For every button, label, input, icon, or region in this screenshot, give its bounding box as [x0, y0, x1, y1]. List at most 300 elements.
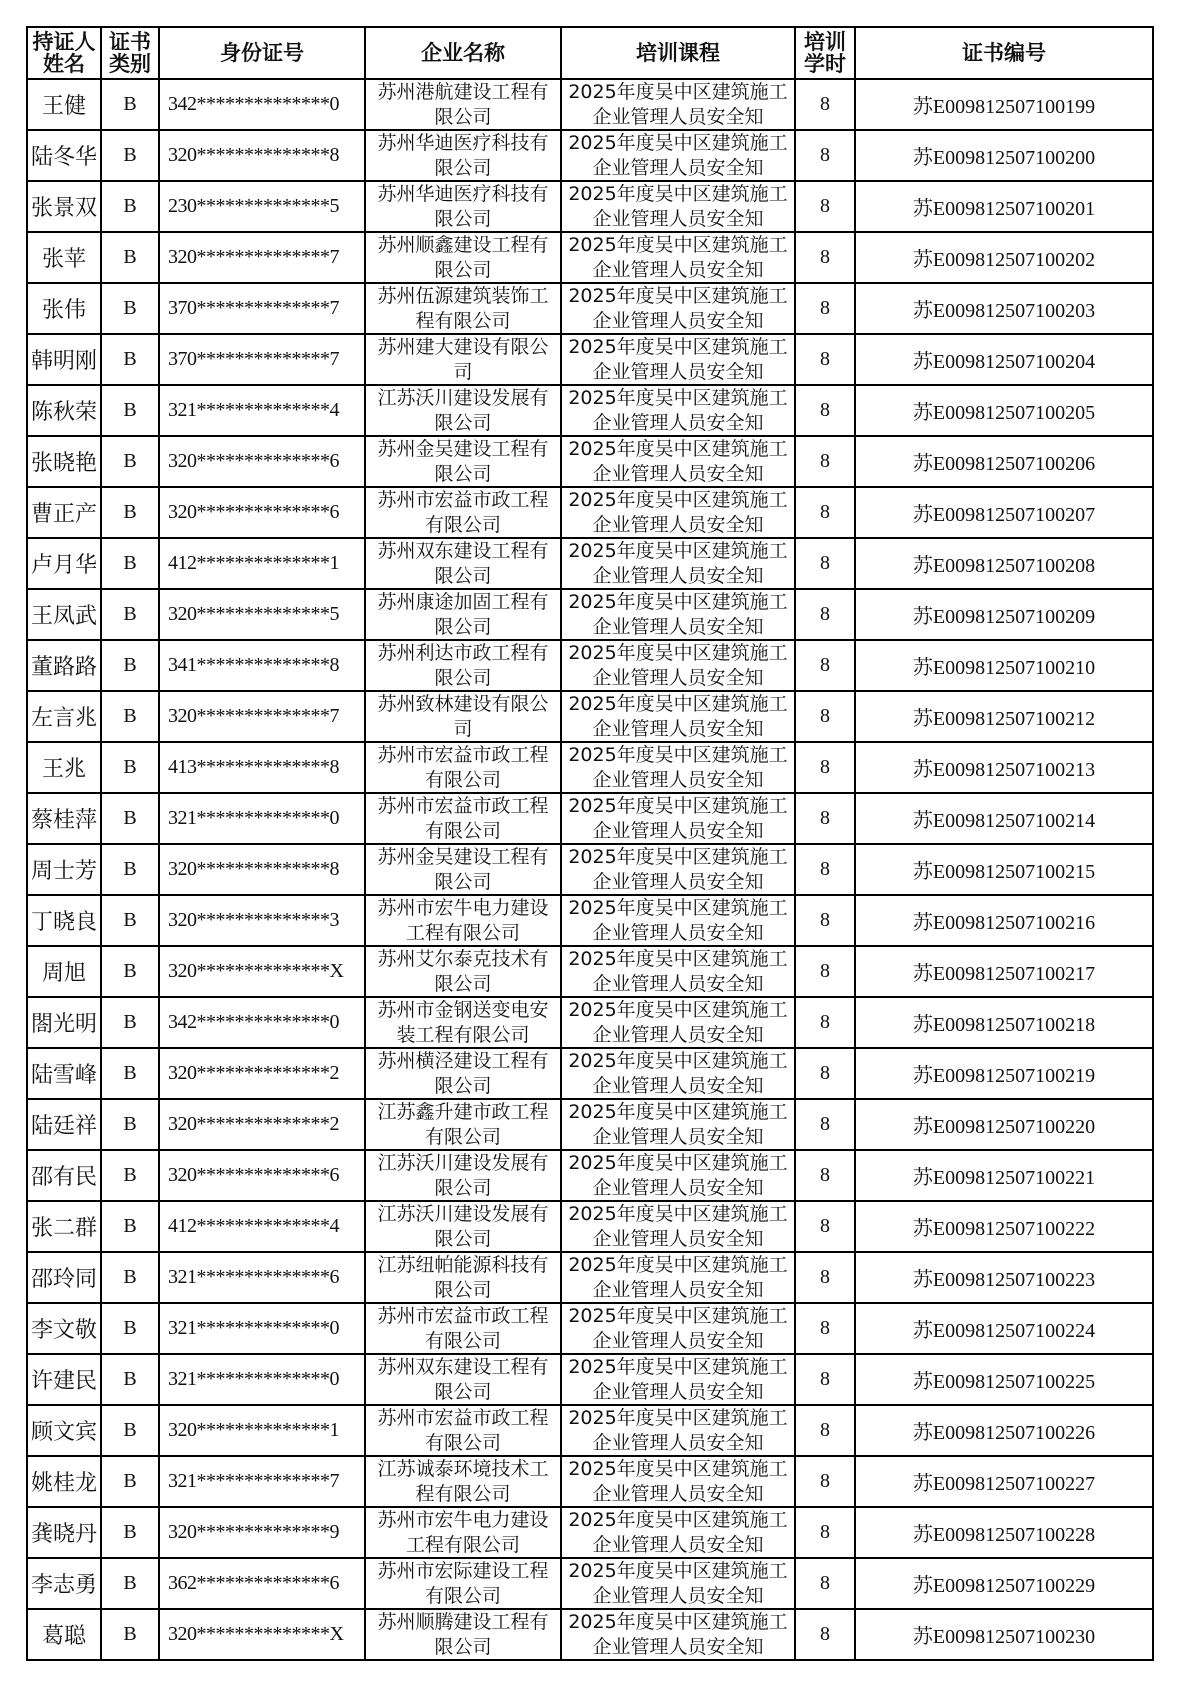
header-row — [27, 27, 1153, 79]
cell-course — [561, 334, 795, 385]
cell-hours: 8 — [795, 334, 855, 385]
cell-course-text: 2025年度吴中区建筑施工企业管理人员安全知 — [568, 642, 788, 689]
cell-cert-number: 苏E009812507100215 — [855, 844, 1153, 895]
cell-id-number: 320**************6 — [159, 436, 365, 487]
cell-hours: 8 — [795, 1558, 855, 1609]
cell-company — [365, 1456, 561, 1507]
cell-course-text: 2025年度吴中区建筑施工企业管理人员安全知 — [568, 744, 788, 791]
cell-holder-name: 丁晓良 — [27, 895, 101, 946]
cell-hours: 8 — [795, 436, 855, 487]
cell-company — [365, 589, 561, 640]
cell-cert-number: 苏E009812507100226 — [855, 1405, 1153, 1456]
cell-holder-name: 王兆 — [27, 742, 101, 793]
cell-course — [561, 1354, 795, 1405]
table-row — [27, 130, 1153, 181]
cell-cert-number: 苏E009812507100208 — [855, 538, 1153, 589]
cell-cert-number: 苏E009812507100214 — [855, 793, 1153, 844]
cell-course — [561, 385, 795, 436]
cell-hours: 8 — [795, 997, 855, 1048]
cell-company-text: 苏州伍源建筑装饰工程有限公司 — [377, 285, 549, 332]
cell-company-text: 苏州致林建设有限公司 — [377, 693, 549, 740]
cell-company-text: 苏州市宏益市政工程有限公司 — [377, 1407, 549, 1454]
cell-course-text: 2025年度吴中区建筑施工企业管理人员安全知 — [568, 1356, 788, 1403]
cell-id-number: 321**************7 — [159, 1456, 365, 1507]
cell-course — [561, 130, 795, 181]
cell-course-text: 2025年度吴中区建筑施工企业管理人员安全知 — [568, 132, 788, 179]
cell-cert-number: 苏E009812507100225 — [855, 1354, 1153, 1405]
cell-course — [561, 742, 795, 793]
cell-holder-name: 閤光明 — [27, 997, 101, 1048]
cell-cert-number: 苏E009812507100230 — [855, 1609, 1153, 1660]
cell-hours: 8 — [795, 1507, 855, 1558]
cell-company — [365, 844, 561, 895]
cell-cert-type: B — [101, 1150, 159, 1201]
cell-cert-number: 苏E009812507100200 — [855, 130, 1153, 181]
table-row — [27, 232, 1153, 283]
cell-cert-number: 苏E009812507100206 — [855, 436, 1153, 487]
cell-course-text: 2025年度吴中区建筑施工企业管理人员安全知 — [568, 438, 788, 485]
cell-company — [365, 385, 561, 436]
cell-id-number: 341**************8 — [159, 640, 365, 691]
cell-cert-type: B — [101, 1048, 159, 1099]
table-row — [27, 283, 1153, 334]
cell-course-text: 2025年度吴中区建筑施工企业管理人员安全知 — [568, 1305, 788, 1352]
cell-hours: 8 — [795, 946, 855, 997]
cell-course — [561, 538, 795, 589]
cell-cert-type: B — [101, 538, 159, 589]
cell-cert-type: B — [101, 844, 159, 895]
cell-holder-name: 张伟 — [27, 283, 101, 334]
cell-holder-name: 张景双 — [27, 181, 101, 232]
cell-id-number: 320**************6 — [159, 487, 365, 538]
cell-holder-name: 葛聪 — [27, 1609, 101, 1660]
cell-holder-name: 龚晓丹 — [27, 1507, 101, 1558]
cell-hours: 8 — [795, 1456, 855, 1507]
cell-course — [561, 232, 795, 283]
cell-holder-name: 韩明刚 — [27, 334, 101, 385]
cell-course-text: 2025年度吴中区建筑施工企业管理人员安全知 — [568, 234, 788, 281]
cell-company-text: 江苏纽帕能源科技有限公司 — [377, 1254, 549, 1301]
cell-holder-name: 董路路 — [27, 640, 101, 691]
cell-hours: 8 — [795, 1303, 855, 1354]
cell-course-text: 2025年度吴中区建筑施工企业管理人员安全知 — [568, 183, 788, 230]
cell-company — [365, 895, 561, 946]
cell-holder-name: 邵有民 — [27, 1150, 101, 1201]
cell-course — [561, 79, 795, 130]
cell-hours: 8 — [795, 742, 855, 793]
cell-company — [365, 1405, 561, 1456]
cell-id-number: 413**************8 — [159, 742, 365, 793]
cell-holder-name: 张二群 — [27, 1201, 101, 1252]
table-row — [27, 334, 1153, 385]
cell-hours: 8 — [795, 844, 855, 895]
cell-holder-name: 陆廷祥 — [27, 1099, 101, 1150]
cell-hours: 8 — [795, 1099, 855, 1150]
cell-course-text: 2025年度吴中区建筑施工企业管理人员安全知 — [568, 285, 788, 332]
cell-hours: 8 — [795, 1252, 855, 1303]
cell-company-text: 苏州市宏益市政工程有限公司 — [377, 1305, 549, 1352]
cell-course-text: 2025年度吴中区建筑施工企业管理人员安全知 — [568, 1254, 788, 1301]
cell-hours: 8 — [795, 1150, 855, 1201]
cell-company — [365, 793, 561, 844]
cell-course-text: 2025年度吴中区建筑施工企业管理人员安全知 — [568, 1152, 788, 1199]
cell-course — [561, 1405, 795, 1456]
cell-cert-number: 苏E009812507100221 — [855, 1150, 1153, 1201]
cell-cert-type: B — [101, 79, 159, 130]
cell-id-number: 370**************7 — [159, 334, 365, 385]
cell-course-text: 2025年度吴中区建筑施工企业管理人员安全知 — [568, 1509, 788, 1556]
cell-hours: 8 — [795, 487, 855, 538]
cell-holder-name: 王凤武 — [27, 589, 101, 640]
cell-company-text: 江苏沃川建设发展有限公司 — [377, 387, 549, 434]
cell-course — [561, 793, 795, 844]
cell-cert-type: B — [101, 232, 159, 283]
cell-cert-type: B — [101, 436, 159, 487]
cell-cert-number: 苏E009812507100210 — [855, 640, 1153, 691]
cell-cert-type: B — [101, 1558, 159, 1609]
table-row — [27, 1558, 1153, 1609]
cell-cert-number: 苏E009812507100204 — [855, 334, 1153, 385]
cell-id-number: 342**************0 — [159, 997, 365, 1048]
cell-course — [561, 1456, 795, 1507]
cell-course-text: 2025年度吴中区建筑施工企业管理人员安全知 — [568, 999, 788, 1046]
cell-course — [561, 1507, 795, 1558]
cell-cert-type: B — [101, 997, 159, 1048]
cell-cert-type: B — [101, 1507, 159, 1558]
cell-course-text: 2025年度吴中区建筑施工企业管理人员安全知 — [568, 1101, 788, 1148]
table-row — [27, 793, 1153, 844]
cell-holder-name: 周士芳 — [27, 844, 101, 895]
cell-course — [561, 1252, 795, 1303]
cell-cert-number: 苏E009812507100223 — [855, 1252, 1153, 1303]
cell-holder-name: 陆冬华 — [27, 130, 101, 181]
cell-company — [365, 283, 561, 334]
cell-course-text: 2025年度吴中区建筑施工企业管理人员安全知 — [568, 1407, 788, 1454]
cell-cert-type: B — [101, 640, 159, 691]
cell-cert-type: B — [101, 1303, 159, 1354]
table-row — [27, 844, 1153, 895]
table-row — [27, 1201, 1153, 1252]
cell-course-text: 2025年度吴中区建筑施工企业管理人员安全知 — [568, 1203, 788, 1250]
cell-company-text: 江苏沃川建设发展有限公司 — [377, 1152, 549, 1199]
cell-id-number: 412**************4 — [159, 1201, 365, 1252]
cell-cert-type: B — [101, 1201, 159, 1252]
cell-cert-number: 苏E009812507100213 — [855, 742, 1153, 793]
cell-company — [365, 538, 561, 589]
cell-id-number: 230**************5 — [159, 181, 365, 232]
cell-company — [365, 181, 561, 232]
cell-cert-type: B — [101, 793, 159, 844]
cell-hours: 8 — [795, 895, 855, 946]
cell-holder-name: 周旭 — [27, 946, 101, 997]
cell-cert-number: 苏E009812507100227 — [855, 1456, 1153, 1507]
cell-course — [561, 895, 795, 946]
cell-course — [561, 1201, 795, 1252]
cell-cert-number: 苏E009812507100201 — [855, 181, 1153, 232]
cell-cert-type: B — [101, 487, 159, 538]
cell-id-number: 320**************2 — [159, 1048, 365, 1099]
cell-course-text: 2025年度吴中区建筑施工企业管理人员安全知 — [568, 1458, 788, 1505]
cell-company — [365, 79, 561, 130]
cell-course — [561, 1558, 795, 1609]
cell-course — [561, 997, 795, 1048]
cell-id-number: 321**************0 — [159, 1354, 365, 1405]
cell-course-text: 2025年度吴中区建筑施工企业管理人员安全知 — [568, 1611, 788, 1658]
cell-course — [561, 1048, 795, 1099]
cell-hours: 8 — [795, 1354, 855, 1405]
cell-holder-name: 张晓艳 — [27, 436, 101, 487]
cell-course-text: 2025年度吴中区建筑施工企业管理人员安全知 — [568, 81, 788, 128]
cell-holder-name: 李文敬 — [27, 1303, 101, 1354]
cell-company — [365, 1507, 561, 1558]
cell-course-text: 2025年度吴中区建筑施工企业管理人员安全知 — [568, 336, 788, 383]
cell-company-text: 苏州市宏益市政工程有限公司 — [377, 489, 549, 536]
cell-cert-type: B — [101, 946, 159, 997]
table-row — [27, 742, 1153, 793]
table-row — [27, 1048, 1153, 1099]
cell-company-text: 江苏沃川建设发展有限公司 — [377, 1203, 549, 1250]
cell-course — [561, 283, 795, 334]
cell-holder-name: 陆雪峰 — [27, 1048, 101, 1099]
cell-cert-type: B — [101, 1609, 159, 1660]
header-hours: 培训学时 — [795, 27, 855, 79]
cell-cert-number: 苏E009812507100217 — [855, 946, 1153, 997]
cell-company-text: 苏州建大建设有限公司 — [377, 336, 549, 383]
cell-hours: 8 — [795, 589, 855, 640]
cell-cert-number: 苏E009812507100218 — [855, 997, 1153, 1048]
cell-company — [365, 742, 561, 793]
cell-holder-name: 王健 — [27, 79, 101, 130]
cell-course-text: 2025年度吴中区建筑施工企业管理人员安全知 — [568, 489, 788, 536]
table-row — [27, 181, 1153, 232]
cell-holder-name: 顾文宾 — [27, 1405, 101, 1456]
cell-course — [561, 691, 795, 742]
table-row — [27, 895, 1153, 946]
cell-cert-number: 苏E009812507100207 — [855, 487, 1153, 538]
cell-course-text: 2025年度吴中区建筑施工企业管理人员安全知 — [568, 1560, 788, 1607]
table-row — [27, 997, 1153, 1048]
table-row — [27, 487, 1153, 538]
cell-id-number: 320**************X — [159, 946, 365, 997]
cell-course — [561, 946, 795, 997]
cell-company — [365, 487, 561, 538]
cell-company-text: 苏州市宏益市政工程有限公司 — [377, 744, 549, 791]
cell-company-text: 苏州金吴建设工程有限公司 — [377, 846, 549, 893]
cell-id-number: 320**************8 — [159, 844, 365, 895]
cell-company — [365, 130, 561, 181]
cell-course-text: 2025年度吴中区建筑施工企业管理人员安全知 — [568, 1050, 788, 1097]
cell-holder-name: 姚桂龙 — [27, 1456, 101, 1507]
cell-id-number: 320**************6 — [159, 1150, 365, 1201]
cell-course — [561, 181, 795, 232]
cell-id-number: 320**************7 — [159, 691, 365, 742]
cell-company-text: 苏州港航建设工程有限公司 — [377, 81, 549, 128]
table-body — [27, 79, 1153, 1660]
cell-holder-name: 左言兆 — [27, 691, 101, 742]
cell-hours: 8 — [795, 1201, 855, 1252]
cell-company-text: 苏州横泾建设工程有限公司 — [377, 1050, 549, 1097]
cell-cert-type: B — [101, 385, 159, 436]
table-row — [27, 1150, 1153, 1201]
cell-cert-number: 苏E009812507100228 — [855, 1507, 1153, 1558]
cell-course-text: 2025年度吴中区建筑施工企业管理人员安全知 — [568, 540, 788, 587]
cell-cert-number: 苏E009812507100209 — [855, 589, 1153, 640]
cell-id-number: 321**************4 — [159, 385, 365, 436]
cell-hours: 8 — [795, 232, 855, 283]
table-row — [27, 1354, 1153, 1405]
cell-company-text: 苏州顺腾建设工程有限公司 — [377, 1611, 549, 1658]
cell-company-text: 苏州市金钢送变电安装工程有限公司 — [377, 999, 549, 1046]
cell-cert-number: 苏E009812507100212 — [855, 691, 1153, 742]
table-row — [27, 691, 1153, 742]
cell-cert-type: B — [101, 742, 159, 793]
cell-company — [365, 436, 561, 487]
cell-company-text: 苏州金吴建设工程有限公司 — [377, 438, 549, 485]
cell-company-text: 苏州华迪医疗科技有限公司 — [377, 183, 549, 230]
header-holder-name: 持证人姓名 — [27, 27, 101, 79]
cell-course-text: 2025年度吴中区建筑施工企业管理人员安全知 — [568, 948, 788, 995]
cell-company-text: 苏州双东建设工程有限公司 — [377, 540, 549, 587]
table-row — [27, 1303, 1153, 1354]
table-row — [27, 1609, 1153, 1660]
cell-company-text: 苏州市宏牛电力建设工程有限公司 — [377, 1509, 549, 1556]
cell-hours: 8 — [795, 1609, 855, 1660]
cell-hours: 8 — [795, 640, 855, 691]
table-row — [27, 589, 1153, 640]
cell-company-text: 苏州市宏益市政工程有限公司 — [377, 795, 549, 842]
cell-id-number: 320**************5 — [159, 589, 365, 640]
cell-cert-type: B — [101, 334, 159, 385]
header-cert-type: 证书类别 — [101, 27, 159, 79]
cell-cert-number: 苏E009812507100205 — [855, 385, 1153, 436]
cell-holder-name: 许建民 — [27, 1354, 101, 1405]
header-company: 企业名称 — [365, 27, 561, 79]
cell-hours: 8 — [795, 793, 855, 844]
cell-course-text: 2025年度吴中区建筑施工企业管理人员安全知 — [568, 591, 788, 638]
cell-company — [365, 232, 561, 283]
cell-id-number: 370**************7 — [159, 283, 365, 334]
cell-id-number: 321**************0 — [159, 793, 365, 844]
cell-id-number: 320**************2 — [159, 1099, 365, 1150]
cell-cert-number: 苏E009812507100199 — [855, 79, 1153, 130]
cell-id-number: 362**************6 — [159, 1558, 365, 1609]
cell-course — [561, 487, 795, 538]
cell-course — [561, 1609, 795, 1660]
cell-cert-number: 苏E009812507100222 — [855, 1201, 1153, 1252]
cell-company-text: 江苏诚泰环境技术工程有限公司 — [377, 1458, 549, 1505]
cell-hours: 8 — [795, 283, 855, 334]
cell-company — [365, 1252, 561, 1303]
cell-cert-type: B — [101, 1354, 159, 1405]
table-row — [27, 1456, 1153, 1507]
cell-course-text: 2025年度吴中区建筑施工企业管理人员安全知 — [568, 897, 788, 944]
cell-hours: 8 — [795, 691, 855, 742]
cell-company — [365, 1609, 561, 1660]
cell-cert-type: B — [101, 895, 159, 946]
certificate-table — [26, 26, 1154, 1661]
cell-cert-type: B — [101, 130, 159, 181]
cell-id-number: 320**************8 — [159, 130, 365, 181]
cell-company — [365, 1354, 561, 1405]
cell-course — [561, 1150, 795, 1201]
table-row — [27, 385, 1153, 436]
cell-id-number: 320**************7 — [159, 232, 365, 283]
cell-cert-type: B — [101, 691, 159, 742]
cell-id-number: 320**************1 — [159, 1405, 365, 1456]
cell-course-text: 2025年度吴中区建筑施工企业管理人员安全知 — [568, 387, 788, 434]
header-cert-number: 证书编号 — [855, 27, 1153, 79]
header-course: 培训课程 — [561, 27, 795, 79]
cell-company-text: 苏州双东建设工程有限公司 — [377, 1356, 549, 1403]
cell-hours: 8 — [795, 1405, 855, 1456]
cell-holder-name: 邵玲同 — [27, 1252, 101, 1303]
table-row — [27, 538, 1153, 589]
cell-cert-type: B — [101, 1099, 159, 1150]
table-row — [27, 1099, 1153, 1150]
header-id-number: 身份证号 — [159, 27, 365, 79]
cell-company — [365, 1150, 561, 1201]
cell-company — [365, 1201, 561, 1252]
cell-company-text: 苏州市宏际建设工程有限公司 — [377, 1560, 549, 1607]
cell-holder-name: 曹正产 — [27, 487, 101, 538]
cell-course — [561, 589, 795, 640]
cell-company-text: 江苏鑫升建市政工程有限公司 — [377, 1101, 549, 1148]
cell-company-text: 苏州市宏牛电力建设工程有限公司 — [377, 897, 549, 944]
cell-hours: 8 — [795, 79, 855, 130]
table-row — [27, 946, 1153, 997]
table-row — [27, 1405, 1153, 1456]
cell-cert-type: B — [101, 283, 159, 334]
table-row — [27, 1252, 1153, 1303]
cell-company — [365, 334, 561, 385]
cell-cert-type: B — [101, 1456, 159, 1507]
table-row — [27, 436, 1153, 487]
cell-company — [365, 1558, 561, 1609]
cell-cert-number: 苏E009812507100216 — [855, 895, 1153, 946]
cell-cert-number: 苏E009812507100224 — [855, 1303, 1153, 1354]
cell-hours: 8 — [795, 538, 855, 589]
cell-id-number: 321**************6 — [159, 1252, 365, 1303]
cell-cert-number: 苏E009812507100219 — [855, 1048, 1153, 1099]
cell-course — [561, 844, 795, 895]
cell-hours: 8 — [795, 130, 855, 181]
cell-id-number: 342**************0 — [159, 79, 365, 130]
cell-holder-name: 张苹 — [27, 232, 101, 283]
cell-company-text: 苏州顺鑫建设工程有限公司 — [377, 234, 549, 281]
cell-id-number: 320**************3 — [159, 895, 365, 946]
cell-course-text: 2025年度吴中区建筑施工企业管理人员安全知 — [568, 846, 788, 893]
cell-company-text: 苏州华迪医疗科技有限公司 — [377, 132, 549, 179]
cell-course — [561, 1303, 795, 1354]
table-row — [27, 79, 1153, 130]
cell-id-number: 320**************9 — [159, 1507, 365, 1558]
cell-hours: 8 — [795, 181, 855, 232]
cell-company-text: 苏州康途加固工程有限公司 — [377, 591, 549, 638]
cell-cert-type: B — [101, 1405, 159, 1456]
cell-company — [365, 640, 561, 691]
cell-id-number: 320**************X — [159, 1609, 365, 1660]
cell-holder-name: 蔡桂萍 — [27, 793, 101, 844]
cell-company — [365, 1048, 561, 1099]
cell-company — [365, 1099, 561, 1150]
cell-id-number: 321**************0 — [159, 1303, 365, 1354]
cell-course-text: 2025年度吴中区建筑施工企业管理人员安全知 — [568, 693, 788, 740]
cell-company — [365, 946, 561, 997]
cell-company-text: 苏州利达市政工程有限公司 — [377, 642, 549, 689]
cell-cert-type: B — [101, 1252, 159, 1303]
cell-company-text: 苏州艾尔泰克技术有限公司 — [377, 948, 549, 995]
cell-course — [561, 640, 795, 691]
